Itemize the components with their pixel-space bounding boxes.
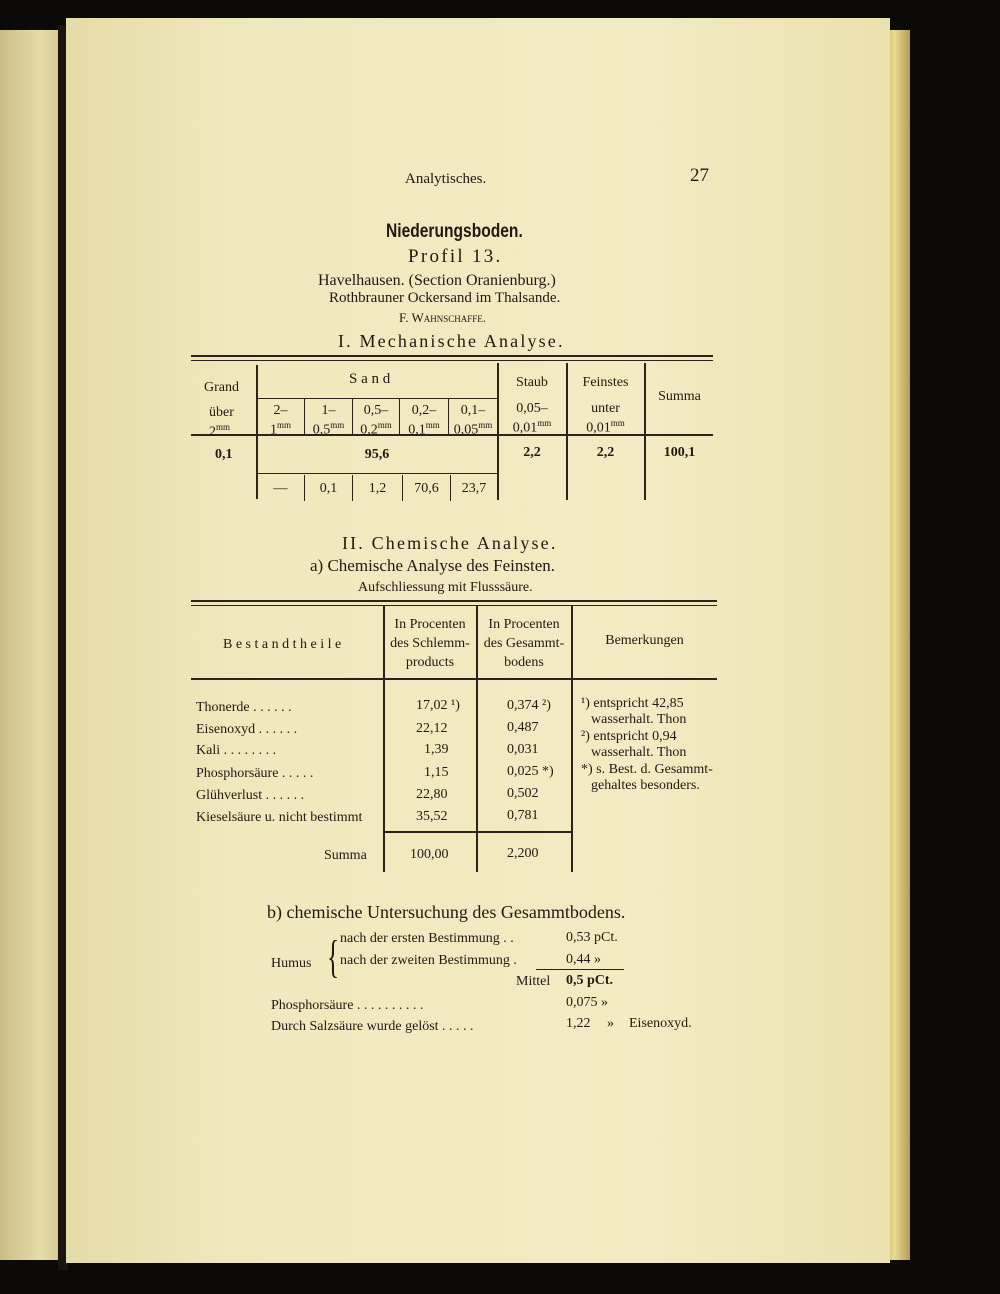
soil-line: Rothbrauner Ockersand im Thalsande.	[329, 290, 561, 306]
col-header-feinstes-sub	[567, 401, 644, 436]
sand-sub-unit: mm	[478, 420, 493, 430]
total-soil-heading: b) chemische Untersuchung des Gesammtbodens.	[267, 902, 626, 922]
value-feinstes: 2,2	[596, 445, 615, 460]
value-sand-4: 70,6	[414, 481, 439, 496]
sand-sub-b: 0,05	[453, 422, 479, 438]
component-name: Glühverlust . . . . . .	[196, 788, 305, 803]
staub-sub-a: 0,05–	[516, 401, 548, 416]
humus-brace-icon: {	[326, 931, 340, 982]
col-header-sand: S a n d	[349, 371, 391, 387]
sand-sub-unit: mm	[276, 420, 291, 430]
sand-sub-b: 0,1	[408, 422, 426, 438]
humus-first-label: nach der ersten Bestimmung . .	[340, 931, 514, 946]
col-header-bestandtheile: B e s t a n d t h e i l e	[223, 637, 342, 652]
footnote-2-cont: wasserhalt. Thon	[591, 745, 687, 760]
sand-sub-header-5	[449, 403, 497, 438]
component-name: Kieselsäure u. nicht bestimmt	[196, 810, 363, 825]
col-header-staub-sub	[498, 401, 566, 436]
col-header-summa: Summa	[658, 389, 701, 404]
value-summa: 100,1	[663, 445, 696, 460]
mittel-value: 0,5 pCt.	[566, 973, 614, 988]
salz-value: 1,22	[566, 1016, 591, 1031]
value-schlemm: 1,39	[424, 742, 449, 757]
component-name: Thonerde . . . . . .	[196, 700, 292, 715]
sand-sub-header-2	[305, 403, 352, 438]
value-gesammt: 0,025 *)	[507, 764, 554, 779]
sand-sub-b: 0,2	[360, 422, 378, 438]
col-header-feinstes: Feinstes	[582, 375, 629, 390]
col-header-proc-gesammt	[477, 615, 571, 672]
schlemm-line-3: products	[405, 655, 455, 670]
phosphor-label: Phosphorsäure . . . . . . . . . .	[271, 998, 424, 1013]
sand-sub-header-3	[353, 403, 399, 438]
sand-sub-a: 0,1–	[460, 403, 486, 418]
value-schlemm: 1,15	[424, 765, 449, 780]
book-page	[66, 18, 890, 1263]
humus-first-value: 0,53 pCt.	[566, 930, 618, 945]
humus-label: Humus	[271, 956, 312, 971]
humus-second-value: 0,44 »	[566, 952, 601, 967]
feinstes-sub-unit: mm	[610, 418, 625, 428]
salz-label: Durch Salzsäure wurde gelöst . . . . .	[271, 1019, 474, 1034]
staub-sub-unit: mm	[537, 418, 552, 428]
sand-sub-unit: mm	[330, 420, 345, 430]
value-schlemm: 22,80	[416, 787, 448, 802]
schlemm-line-1: In Procenten	[394, 617, 466, 632]
footnote-1-cont: wasserhalt. Thon	[591, 712, 687, 727]
sum-underline	[536, 969, 624, 970]
mittel-label: Mittel	[516, 974, 551, 989]
left-page-edge	[0, 30, 58, 1260]
summa-label: Summa	[324, 848, 367, 863]
footnote-2: ²) entspricht 0,94	[581, 729, 677, 744]
grand-sub-b: 2	[209, 424, 216, 440]
sand-sub-a: 2–	[273, 403, 288, 418]
component-name: Eisenoxyd . . . . . .	[196, 722, 298, 737]
sand-sub-b: 1	[269, 422, 277, 438]
value-sand-total: 95,6	[364, 447, 390, 462]
summa-gesammt: 2,200	[507, 846, 539, 861]
feinstes-sub-b: 0,01	[586, 420, 611, 436]
sand-sub-a: 1–	[321, 403, 336, 418]
chemical-subheading-a: a) Chemische Analyse des Feinsten.	[310, 556, 556, 575]
running-title: Analytisches.	[405, 171, 487, 187]
profile-title: Profil 13.	[408, 246, 503, 267]
page-number: 27	[690, 165, 709, 186]
staub-sub-b: 0,01	[512, 420, 538, 436]
value-gesammt: 0,374 ²)	[507, 698, 551, 713]
gesammt-line-3: bodens	[504, 655, 544, 670]
chemical-heading: II. Chemische Analyse.	[342, 533, 558, 553]
value-sand-5: 23,7	[461, 481, 487, 496]
salz-unit: »	[607, 1016, 614, 1031]
sand-sub-b: 0,5	[312, 422, 331, 438]
value-schlemm: 22,12	[416, 721, 448, 736]
salz-note: Eisenoxyd.	[629, 1016, 692, 1031]
sand-sub-unit: mm	[425, 420, 440, 430]
value-gesammt: 0,502	[507, 786, 539, 801]
gesammt-line-2: des Gesammt-	[483, 636, 565, 651]
grand-sub-a: über	[209, 405, 234, 420]
col-header-proc-schlemm	[384, 615, 476, 672]
value-gesammt: 0,781	[507, 808, 539, 823]
col-header-bemerkungen: Bemerkungen	[605, 633, 684, 648]
mechanical-heading: I. Mechanische Analyse.	[338, 331, 565, 351]
grand-sub-unit: mm	[216, 422, 231, 432]
component-name: Kali . . . . . . . .	[196, 743, 277, 758]
feinstes-sub-a: unter	[591, 401, 620, 416]
value-gesammt: 0,031	[507, 742, 539, 757]
value-sand-1: —	[273, 481, 288, 496]
schlemm-line-2: des Schlemm-	[390, 636, 470, 651]
sand-sub-unit: mm	[377, 420, 392, 430]
sand-sub-header-4	[400, 403, 448, 438]
value-schlemm: 35,52	[416, 809, 448, 824]
summa-schlemm: 100,00	[410, 847, 449, 862]
sand-sub-a: 0,5–	[363, 403, 389, 418]
value-staub: 2,2	[523, 445, 541, 460]
value-sand-3: 1,2	[368, 481, 387, 496]
humus-second-label: nach der zweiten Bestimmung .	[340, 953, 517, 968]
author-line: F. Wahnschaffe.	[399, 310, 486, 325]
section-title: Niederungsboden.	[386, 221, 523, 242]
phosphor-value: 0,075 »	[566, 995, 608, 1010]
sand-sub-header-1	[257, 403, 304, 438]
col-header-staub: Staub	[516, 375, 548, 390]
chemical-method: Aufschliessung mit Flusssäure.	[358, 580, 533, 595]
footnote-1: ¹) entspricht 42,85	[581, 696, 684, 711]
component-name: Phosphorsäure . . . . .	[196, 766, 314, 781]
col-header-grand-sub	[209, 405, 234, 440]
value-gesammt: 0,487	[507, 720, 539, 735]
footnote-3-cont: gehaltes besonders.	[591, 778, 700, 793]
value-sand-2: 0,1	[319, 481, 338, 496]
value-schlemm: 17,02 ¹)	[416, 698, 460, 713]
value-grand: 0,1	[215, 447, 233, 462]
gesammt-line-1: In Procenten	[488, 617, 560, 632]
sand-sub-a: 0,2–	[411, 403, 437, 418]
location-line: Havelhausen. (Section Oranienburg.)	[318, 272, 556, 289]
col-header-grand: Grand	[204, 380, 239, 395]
footnote-3: *) s. Best. d. Gesammt-	[581, 762, 713, 777]
